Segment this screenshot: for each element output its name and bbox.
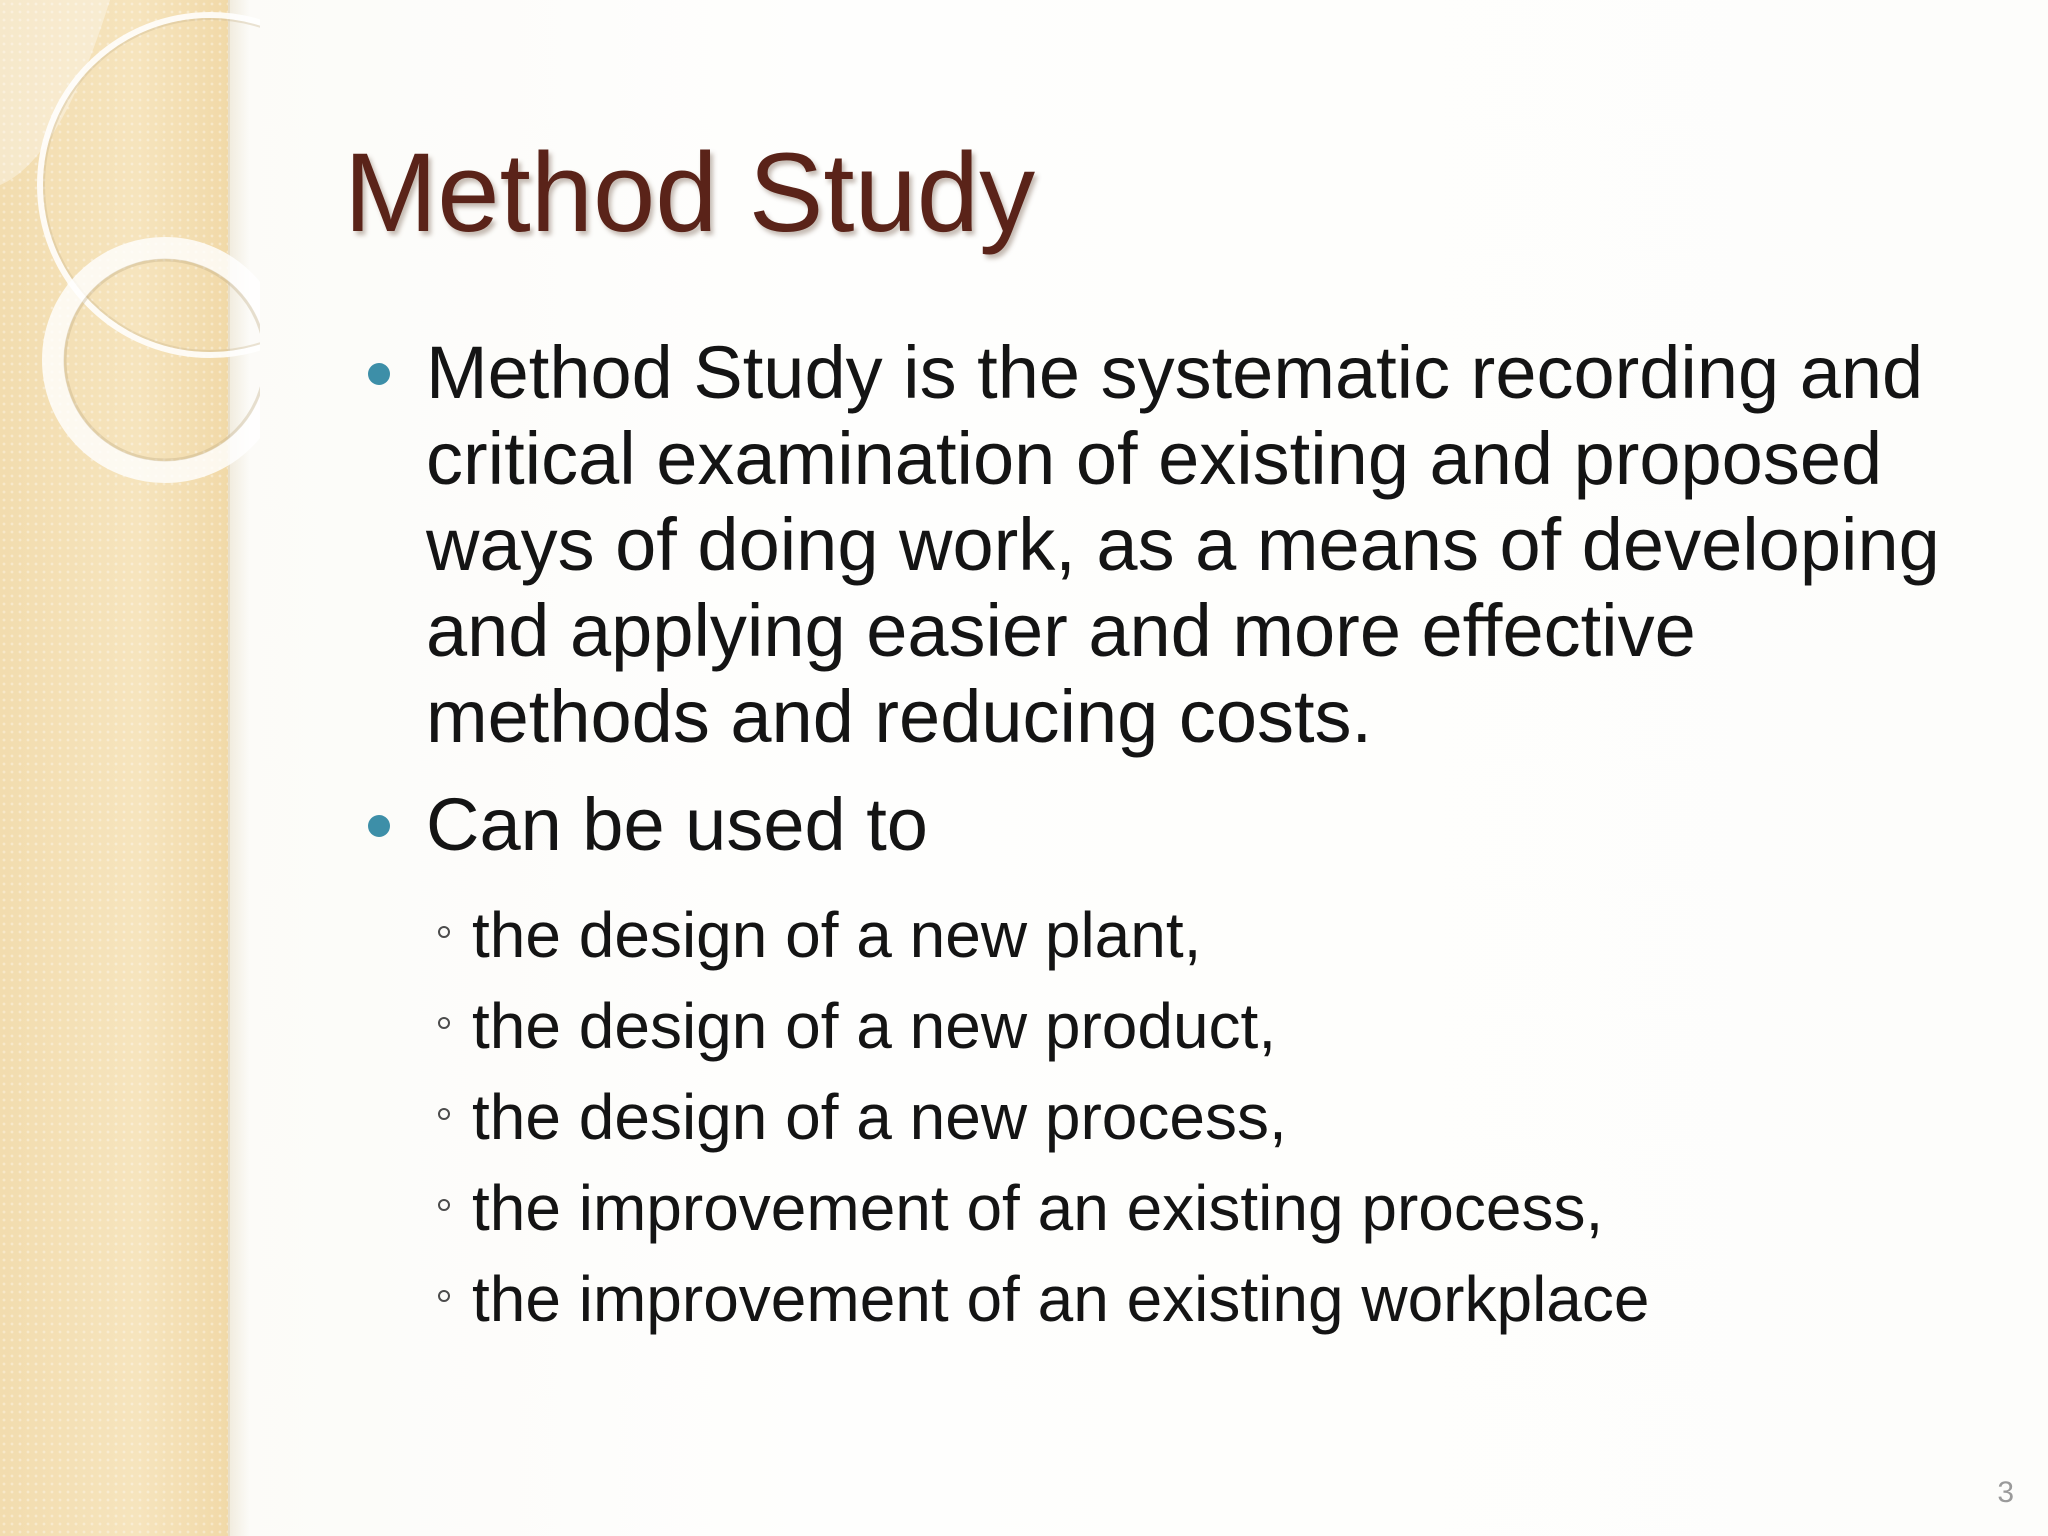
- sub-bullet-text: the design of a new plant,: [472, 899, 1202, 971]
- bullet-list: [360, 330, 2000, 890]
- bullet-text: Method Study is the systematic recording and critical examination of existing and proposed ways of doing work, as a means of developing and applying easier and more effective methods and reducing costs.: [426, 331, 1940, 758]
- sub-bullet-item: [360, 1254, 2000, 1345]
- sub-bullet-text: the design of a new product,: [472, 990, 1277, 1062]
- ring-bullet-icon: [438, 926, 450, 938]
- decorative-corner-shape: [0, 0, 110, 185]
- ring-bullet-icon: [438, 1108, 450, 1120]
- ring-bullet-icon: [438, 1017, 450, 1029]
- sub-bullet-item: [360, 890, 2000, 981]
- bullet-item: [360, 330, 2000, 760]
- sub-bullet-item: [360, 1163, 2000, 1254]
- slide-title: Method Study: [344, 130, 1036, 255]
- ring-bullet-icon: [438, 1199, 450, 1211]
- bullet-dot-icon: [368, 363, 390, 385]
- sub-bullet-text: the design of a new process,: [472, 1081, 1287, 1153]
- bullet-item: [360, 782, 2000, 868]
- bullet-text: Can be used to: [426, 783, 928, 866]
- sub-bullet-text: the improvement of an existing process,: [472, 1172, 1604, 1244]
- page-number: 3: [1997, 1476, 2014, 1509]
- sub-bullet-item: [360, 1072, 2000, 1163]
- ring-bullet-icon: [438, 1290, 450, 1302]
- decorative-rings: [0, 0, 260, 520]
- decorative-thick-ring-shadow: [65, 260, 260, 460]
- sub-bullet-item: [360, 981, 2000, 1072]
- sub-bullet-list: [360, 890, 2000, 1345]
- bullet-dot-icon: [368, 815, 390, 837]
- sub-bullet-text: the improvement of an existing workplace: [472, 1263, 1650, 1335]
